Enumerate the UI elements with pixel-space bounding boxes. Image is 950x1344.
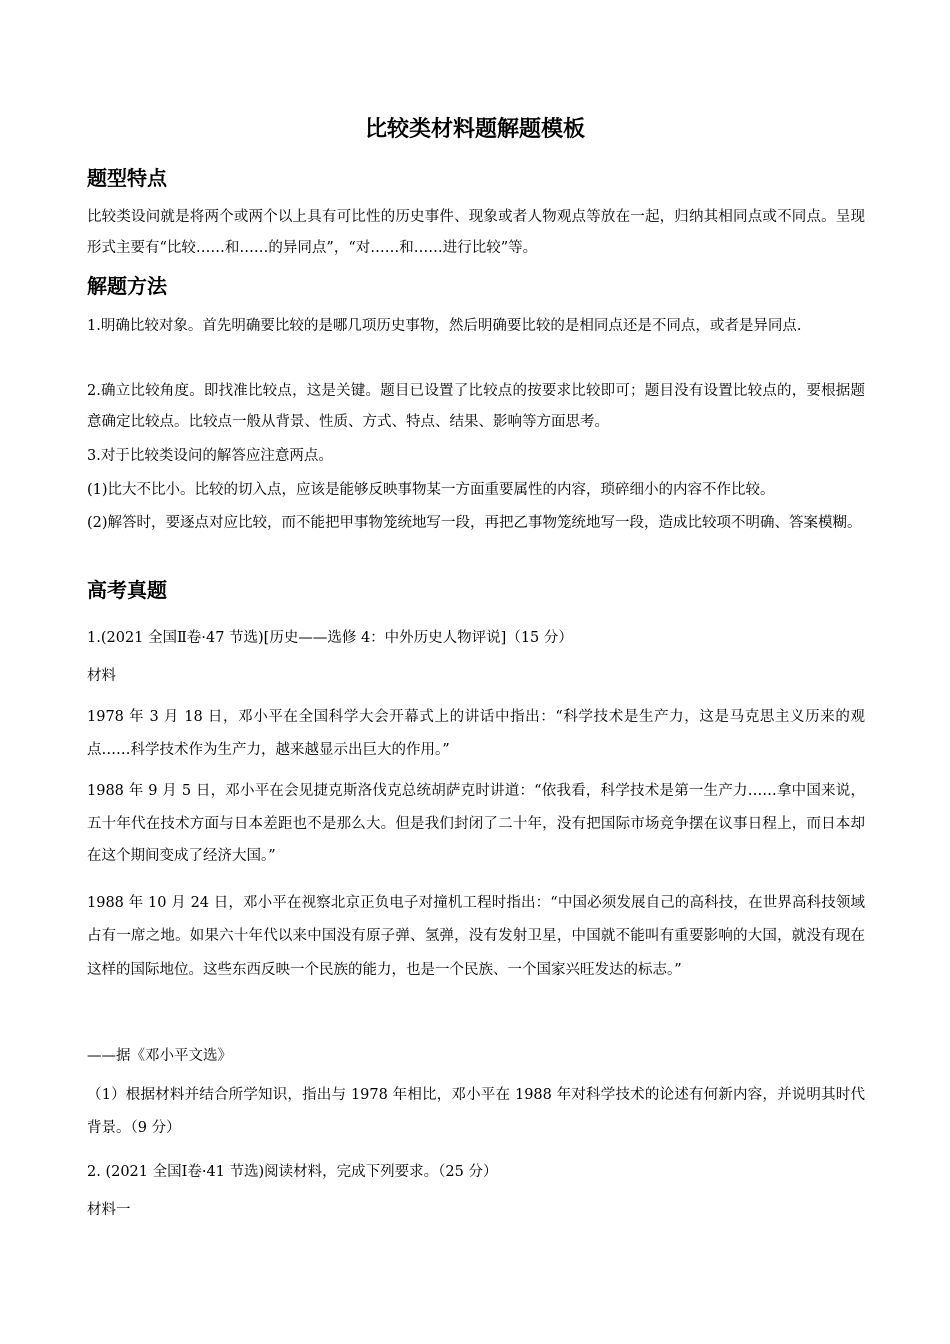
section-heading-exam-questions: 高考真题 xyxy=(87,578,167,602)
method-step-2: 2.确立比较角度。即找准比较点，这是关键。题目已设置了比较点的按要求比较即可；题目没有设置比较点的，要根据题意确定比较点。比较点一般从背景、性质、方式、特点、结果、影响等方面思考。 xyxy=(87,383,865,430)
document-title: 比较类材料题解题模板 xyxy=(364,117,585,142)
section-heading-method: 解题方法 xyxy=(87,274,167,298)
question-1-prompt: （1）根据材料并结合所学知识，指出与 1978 年相比，邓小平在 1988 年对科学技术的论述有何新内容，并说明其时代背景。（9 分） xyxy=(87,1087,865,1136)
question-1-source: ——据《邓小平文选》 xyxy=(87,1048,232,1064)
question-2-material-label: 材料一 xyxy=(87,1202,131,1218)
method-step-3: 3.对于比较类设问的解答应注意两点。 xyxy=(87,448,333,464)
method-note-1: (1)比大不比小。比较的切入点，应该是能够反映事物某一方面重要属性的内容，琐碎细小的内容不作比较。 xyxy=(87,482,775,498)
question-2-header: 2. (2021 全国Ⅰ卷·41 节选)阅读材料，完成下列要求。（25 分） xyxy=(87,1164,498,1180)
method-step-1: 1.明确比较对象。首先明确要比较的是哪几项历史事物，然后明确要比较的是相同点还是不同点，或者是异同点. xyxy=(87,318,802,334)
question-1-header: 1.(2021 全国Ⅱ卷·47 节选)[历史——选修 4：中外历史人物评说]（15 分） xyxy=(87,630,573,646)
question-1-material-3: 1988 年 10 月 24 日，邓小平在视察北京正负电子对撞机工程时指出：“中国必须发展自己的高科技，在世界高科技领域占有一席之地。如果六十年代以来中国没有原子弹、氢弹，没有发射卫星，中国就不能叫有重要影响的大国，就没有现在这样的国际地位。这些东西反映一个民族的能力，也是一个民族、一个国家兴旺发达的标志。” xyxy=(87,895,865,978)
question-type-description: 比较类设问就是将两个或两个以上具有可比性的历史事件、现象或者人物观点等放在一起，归纳其相同点或不同点。呈现形式主要有“比较……和……的异同点”，“对……和……进行比较”等。 xyxy=(87,209,865,256)
question-1-material-label: 材料 xyxy=(87,668,116,684)
section-heading-question-type: 题型特点 xyxy=(87,166,167,190)
question-1-material-1: 1978 年 3 月 18 日，邓小平在全国科学大会开幕式上的讲话中指出：“科学技术是生产力，这是马克思主义历来的观点……科学技术作为生产力，越来越显示出巨大的作用。” xyxy=(87,709,865,758)
question-1-material-2: 1988 年 9 月 5 日，邓小平在会见捷克斯洛伐克总统胡萨克时讲道：“依我看，科学技术是第一生产力……拿中国来说，五十年代在技术方面与日本差距也不是那么大。但是我们封闭了二十年，没有把国际市场竞争摆在议事日程上，而日本却在这个期间变成了经济大国。” xyxy=(87,783,865,864)
method-note-2: (2)解答时，要逐点对应比较，而不能把甲事物笼统地写一段，再把乙事物笼统地写一段，造成比较项不明确、答案模糊。 xyxy=(87,515,862,531)
